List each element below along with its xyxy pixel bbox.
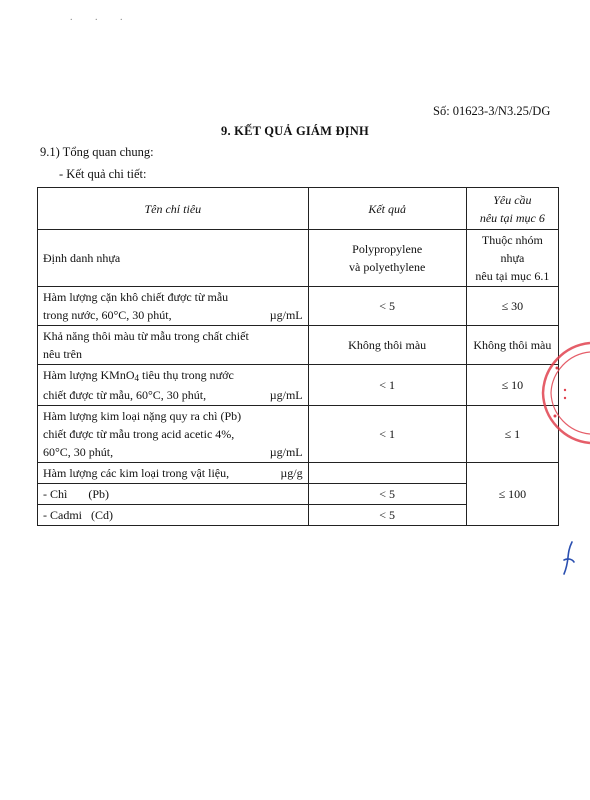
row-result — [308, 462, 466, 483]
row-requirement: Thuộc nhóm nhựa nêu tại mục 6.1 — [466, 230, 558, 287]
row-result: Polypropylene và polyethylene — [308, 230, 466, 287]
row-result: < 1 — [308, 365, 466, 406]
row-requirement: ≤ 1 — [466, 405, 558, 462]
row-requirement: ≤ 30 — [466, 287, 558, 326]
row-requirement: ≤ 10 — [466, 365, 558, 406]
row-name: Hàm lượng các kim loại trong vật liệu, µg/g — [38, 462, 309, 483]
row-name: Hàm lượng cặn khô chiết được từ mẫu trong nước, 60°C, 30 phút, µg/mL — [38, 287, 309, 326]
subsection-heading: 9.1) Tổng quan chung: — [40, 145, 154, 159]
col-header-name: Tên chỉ tiêu — [38, 188, 309, 230]
row-result: < 5 — [308, 287, 466, 326]
scan-marks: . . . — [70, 12, 123, 23]
table-row — [38, 287, 559, 326]
col-header-result: Kết quả — [308, 188, 466, 230]
row-name: - Chì (Pb) — [38, 483, 309, 504]
section-title: 9. KẾT QUẢ GIÁM ĐỊNH — [221, 124, 369, 138]
row-name: - Cadmi (Cd) — [38, 504, 309, 525]
table-row — [38, 405, 559, 462]
row-result: < 5 — [308, 504, 466, 525]
row-result: < 5 — [308, 483, 466, 504]
unit-label: µg/mL — [269, 387, 303, 402]
row-result: Không thôi màu — [308, 326, 466, 365]
row-name: Hàm lượng kim loại nặng quy ra chì (Pb) chiết được từ mẫu trong acid acetic 4%, 60°C, 30 phút, µg/mL — [38, 405, 309, 462]
unit-label: µg/g — [280, 465, 303, 480]
table-row — [38, 365, 559, 406]
detail-heading: - Kết quả chi tiết: — [59, 167, 147, 181]
row-result: < 1 — [308, 405, 466, 462]
table-header-row — [38, 188, 559, 230]
results-table — [37, 187, 559, 526]
row-requirement: ≤ 100 — [466, 462, 558, 525]
col-header-requirement: Yêu cầu nêu tại mục 6 — [466, 188, 558, 230]
row-name: Hàm lượng KMnO$_4$ tiêu thụ trong nước chiết được từ mẫu, 60°C, 30 phút, µg/mL — [38, 365, 309, 406]
table-row — [38, 230, 559, 287]
row-name: Khả năng thôi màu từ mẫu trong chất chiết nêu trên — [38, 326, 309, 365]
document-number: Số: 01623-3/N3.25/DG — [433, 104, 551, 118]
row-name: Định danh nhựa — [38, 230, 309, 287]
unit-label: µg/mL — [269, 308, 303, 322]
unit-label: µg/mL — [269, 444, 303, 459]
signature-mark — [560, 540, 578, 576]
table-row — [38, 462, 559, 483]
table-row — [38, 326, 559, 365]
official-stamp — [535, 338, 590, 448]
row-requirement: Không thôi màu — [466, 326, 558, 365]
